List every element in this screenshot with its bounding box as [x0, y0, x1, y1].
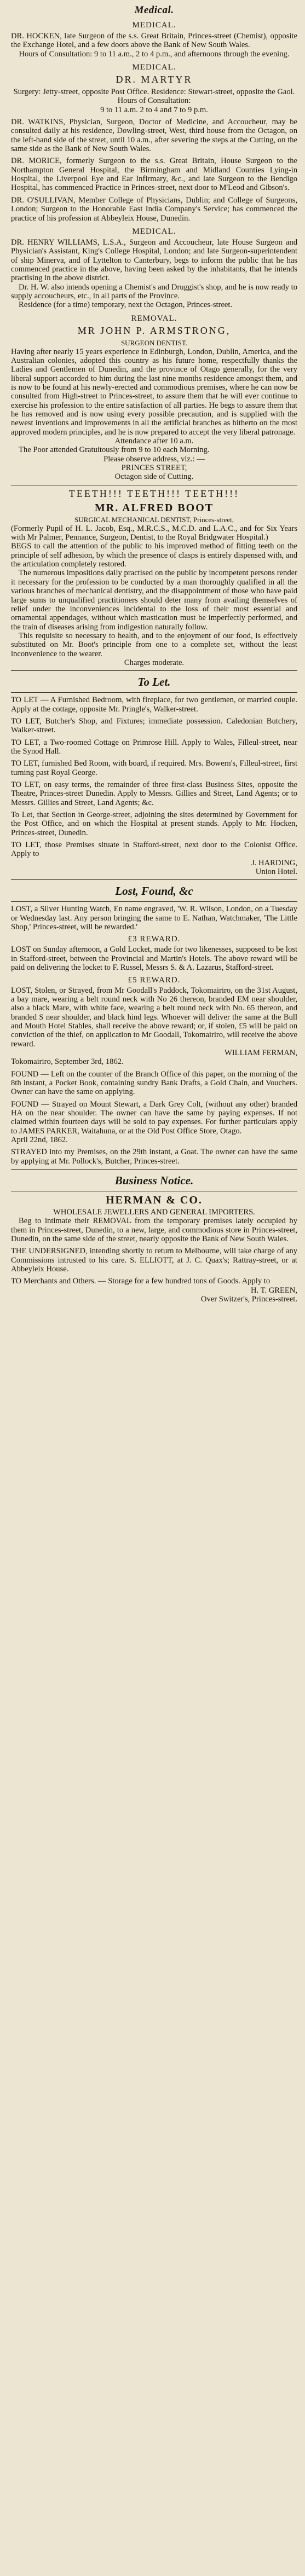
advert-paragraph: FOUND — Left on the counter of the Branch Office of this paper, on the morning of the 8th instant, a Pocket Book, containing sundry Bank Drafts, a Gold Chain, and Vouchers. Owner can have the same on applying. [11, 1069, 297, 1097]
advert-paragraph: TO Merchants and Others. — Storage for a few hundred tons of Goods. Apply to [11, 1277, 271, 1286]
advert-paragraph: TO LET — A Furnished Bedroom, with fireplace, for two gentlemen, or married couple. Apply at the cottage, opposite Mr. Pringle's, Walker-street. [11, 696, 297, 714]
advert-paragraph: Residence (for a time) temporary, next the Octagon, Princes-street. [19, 300, 233, 310]
advert-paragraph: H. T. GREEN, [251, 1286, 297, 1295]
advert-paragraph: BEGS to call the attention of the public to his improved method of fitting teeth on the principle of self adhesion, by which the presence of clasps is entirely dispensed with, and the articulation completely restored. [11, 542, 297, 569]
section-heading: Business Notice. [114, 1174, 194, 1188]
advert-paragraph: Dr. H. W. also intends opening a Chemist's and Druggist's shop, and he is now ready to supply accoucheurs, etc., in all parts of the Province. [11, 282, 297, 300]
ad-watkins [11, 118, 297, 153]
ad-williams [11, 238, 297, 310]
section-heading: Lost, Found, &c [115, 884, 193, 898]
subsection-heading: REMOVAL. [131, 314, 177, 323]
ad-green [11, 1277, 297, 1304]
advert-paragraph: THE UNDERSIGNED, intending shortly to return to Melbourne, will take charge of any Commissions intrusted to his care. S. ELLIOTT, at J. C. Quax's; Rattray-street, or at Abbeyleix House. [11, 1247, 297, 1274]
ad-let-5 [11, 780, 297, 807]
subsection-heading: MEDICAL. [132, 21, 176, 30]
subsection-heading: MEDICAL. [132, 227, 176, 236]
ad-martyr [11, 88, 297, 114]
advert-paragraph: Beg to intimate their REMOVAL from the temporary premises lately occupied by them in Princes-street, Dunedin, to a new, large, and commodious store in Princes-street, Dunedin, on the same side of the street, nearly opposite the Bank of New South Wales. [11, 1217, 297, 1244]
ad-found-1 [11, 1070, 297, 1097]
advert-paragraph: Hours of Consultation: [117, 96, 191, 106]
ad-hocken [11, 32, 297, 59]
ad-undersigned [11, 1247, 297, 1273]
advert-paragraph: 9 to 11 a.m. 2 to 4 and 7 to 9 p.m. [100, 105, 208, 114]
advert-paragraph: Union Hotel. [255, 867, 297, 877]
advert-paragraph: DR. O'SULLIVAN, Member College of Physicians, Dublin; and College of Surgeons, London; Surgeon to the Honorable East India Company's Service; has commenced the practice of his profession at Abbeyleix House, Dunedin. [11, 195, 297, 223]
advert-paragraph: Please observe address, viz.: — [103, 454, 205, 464]
advert-paragraph: (Formerly Pupil of H. L. Jacob, Esq., M.R.C.S., M.C.D. and L.A.C., and for Six Years with Mr Palmer, Pennance, Surgeon, Dentist, to the Royal Bridgwater Hospital.) [11, 524, 297, 542]
display-heading: DR. MARTYR [116, 74, 193, 85]
divider-rule [11, 692, 297, 693]
advert-paragraph: FOUND — Strayed on Mount Stewart, a Dark Grey Colt, (without any other) branded HA on the near shoulder. The owner can have the same by paying expenses. If not claimed within fourteen days will be sold to pay expenses. For further particulars apply to JAMES PARKER, Waitahuna, or at the Old Post Office Store, Otago. [11, 1099, 297, 1136]
advert-paragraph: LOST, Stolen, or Strayed, from Mr Goodall's Paddock, Tokomairiro, on the 31st August, a bay mare, wearing a belt round neck with No 26 thereon, branded EM near shoulder, also a black Mare, with white face, wearing a belt round neck with No. 65 thereon, and branded S near shoulder, and black hind legs. Whoever will deliver the same at the Bull and Mouth Hotel Stables, shall receive the above reward; or, if stolen, £5 will be paid on conviction of the thief, on application to Mr Goodall, Tokomairiro, will receive the above reward. [11, 986, 297, 1049]
section-heading: To Let. [137, 675, 171, 689]
advert-paragraph: April 22nd, 1862. [11, 1136, 68, 1144]
ad-morice [11, 157, 297, 192]
advert-paragraph: LOST on Sunday afternoon, a Gold Locket, made for two likenesses, supposed to be lost in Stafford-street, between the Provincial and Martin's Hotels. The above reward will be paid on delivering the locket to F. Russel, Messrs S. & A. Lazarus, Stafford-street. [11, 945, 297, 972]
display-heading: MR JOHN P. ARMSTRONG, [77, 325, 231, 336]
ad-lost-2 [11, 945, 297, 972]
advert-paragraph: Over Switzer's, Princes-street. [200, 1295, 297, 1304]
advert-paragraph: Charges moderate. [124, 658, 185, 667]
reward-heading: £3 REWARD. [128, 935, 181, 944]
ad-let-7 [11, 841, 297, 876]
advert-paragraph: Attendance after 10 a.m. [114, 437, 194, 446]
ad-osullivan [11, 196, 297, 223]
advert-paragraph: Octagon side of Cutting. [114, 472, 194, 482]
ad-let-3 [11, 738, 297, 756]
advert-paragraph: This requisite so necessary to health, and to the enjoyment of our food, is effectively substituted on Mr. Boot's principle from one to a complete set, without the least inconvenience to the wearer. [11, 631, 297, 658]
advert-paragraph: PRINCES STREET, [121, 464, 187, 473]
advert-paragraph: TO LET, those Premises situate in Stafford-street, next door to the Colonist Office. Apply to [11, 841, 297, 859]
divider-rule [11, 670, 297, 671]
name-heading: HERMAN & CO. [106, 1194, 203, 1207]
ad-lost-3 [11, 986, 297, 1067]
advert-paragraph: Having after nearly 15 years experience in Edinburgh, London, Dublin, America, and the Australian colonies, adopted this country as his future home, respectfully thanks the Ladies and Gentlemen of Dunedin, and the province of Otago generally, for the very liberal support accorded to him during the last nine months residence amongst them, and is now to be found at his newly-erected and commodious premises, where he can now be consulted from High-street to Princes-street, to assure them that he will ever continue to exercise his profession to the entire satisfaction of all parties. He begs to assure them that he has removed and is now using every possible precaution, and is supplied with the newest inventions and improvements in all the artificial branches as hitherto on the most approved modern principles, and he is now prepared to accept the very liberal patronage. [11, 347, 297, 437]
advert-paragraph: TO LET, furnished Bed Room, with board, if required. Mrs. Bowern's, Filleul-street, first turning past Royal George. [11, 759, 297, 777]
ad-let-6 [11, 811, 297, 837]
advert-column [11, 21, 297, 1304]
ad-armstrong [11, 348, 297, 482]
advert-paragraph: TO LET, on easy terms, the remainder of three first-class Business Sites, opposite the Theatre, Princes-street Dunedin. Apply to Messrs. Gillies and Street, Land Agents; or to Messrs. Gillies and Street, Land Agents; &c. [11, 780, 297, 807]
ad-let-1 [11, 696, 297, 714]
divider-rule [11, 901, 297, 902]
advert-paragraph: Hours of Consultation: 9 to 11 a.m., 2 to 4 p.m., and afternoons through the evening. [19, 49, 290, 59]
ad-found-2 [11, 1100, 297, 1145]
advert-paragraph: The Poor attended Gratuitously from 9 to 10 each Morning. [19, 445, 210, 455]
advert-paragraph: To Let, that Section in George-street, adjoining the sites determined by Government for the Post Office, and on which the Hospital at present stands. Apply to Mr. Hocken, Princes-street, Dunedin. [11, 811, 297, 837]
ad-boot [11, 524, 297, 668]
ad-let-2 [11, 717, 297, 735]
reward-heading: £5 REWARD. [128, 975, 181, 985]
advert-paragraph: STRAYED into my Premises, on the 29th instant, a Goat. The owner can have the same by applying at Mr. Pollock's, Butcher, Princes-street. [11, 1148, 297, 1166]
advert-paragraph: DR. HENRY WILLIAMS, L.S.A., Surgeon and Accoucheur, late House Surgeon and Physician's Assistant, King's College Hospital, London; and late Surgeon-superintendent of ship Minerva, and of Lyttelton to Canterbury, begs to inform the public that he has commenced practice in the above, having been asked by the inhabitants, that he intends practising in the above district. [11, 238, 297, 283]
advert-paragraph: Tokomairiro, September 3rd, 1862. [11, 1057, 124, 1067]
advert-paragraph: DR. MORICE, formerly Surgeon to the s.s. Great Britain, House Surgeon to the Northampton General Hospital, the Birmingham and Midland Counties Lying-in Hospital, the Liverpool Eye and Ear Infirmary, &c., and late Surgeon to the Bendigo Hospital, has commenced Practice in Princes-street, next door to M'Leod and Gibson's. [11, 157, 297, 193]
advert-paragraph: Surgery: Jetty-street, opposite Post Office. Residence: Stewart-street, opposite the Gaol. [13, 88, 295, 97]
name-heading: MR. ALFRED BOOT [94, 501, 214, 514]
subtitle-line: SURGEON DENTIST. [120, 338, 188, 347]
ad-lost-1 [11, 905, 297, 931]
advert-paragraph: DR. HOCKEN, late Surgeon of the s.s. Great Britain, Princes-street (Chemist), opposite the Exchange Hotel, and a few doors above the Bank of New South Wales. [11, 32, 297, 50]
advert-paragraph: TO LET, Butcher's Shop, and Fixtures; immediate possession. Caledonian Butchery, Walker-street. [11, 716, 297, 735]
divider-rule [11, 1169, 297, 1170]
display-heading: TEETH!!! TEETH!!! TEETH!!! [68, 488, 240, 499]
advert-paragraph: DR. WATKINS, Physician, Surgeon, Doctor of Medicine, and Accoucheur, may be consulted daily at his residence, Dowling-street, West, third house from the Octagon, on the left-hand side of the street, until 10 a.m., after severing the steps at the Cutting, on the same side as the Bank of New South Wales. [11, 118, 297, 154]
divider-rule [11, 879, 297, 880]
ad-strayed [11, 1148, 297, 1166]
advert-paragraph: WHOLESALE JEWELLERS AND GENERAL IMPORTERS. [53, 1208, 255, 1217]
ad-herman [11, 1208, 297, 1243]
advert-paragraph: The numerous impositions daily practised on the public by incompetent persons render it necessary for the profession to be conducted by a man thoroughly qualified in all the various branches of mechanical dentistry, and the disappointment of those who have paid large sums to unqualified practitioners should deter many from availing themselves of relief under the inconveniences incidental to the loss of their most essential and ornamental appendages, without which mastication must be imperfectly performed, and the train of diseases arising from indigestion naturally follow. [11, 569, 297, 632]
advert-paragraph: WILLIAM FERMAN, [225, 1048, 297, 1057]
advert-paragraph: J. HARDING, [251, 858, 297, 867]
subsection-heading: MEDICAL. [132, 63, 176, 72]
running-header: Medical. [134, 4, 174, 16]
advert-paragraph: LOST, a Silver Hunting Watch, En name engraved, 'W. R. Wilson, London, on a Tuesday or Wednesday last. Any person bringing the same to E. Nathan, Watchmaker, 'The Little Shop,' Princes-street, will be rewarded.' [11, 905, 297, 932]
ad-let-4 [11, 759, 297, 777]
advert-paragraph: TO LET, a Two-roomed Cottage on Primrose Hill. Apply to Wales, Filleul-street, near the Synod Hall. [11, 738, 297, 756]
subtitle-line: SURGICAL MECHANICAL DENTIST, Princes-street, [74, 515, 234, 524]
